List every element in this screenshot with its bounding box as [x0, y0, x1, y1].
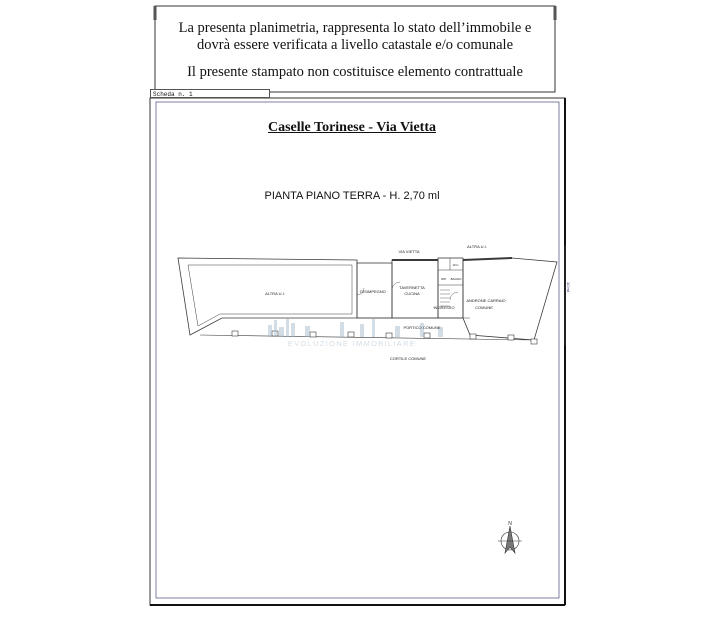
label-androne: ANDRONE CARRAIO — [466, 298, 506, 303]
notice-line-3: Il presente stampato non costituisce elemento contrattuale — [187, 64, 523, 80]
floor-title: PIANTA PIANO TERRA - H. 2,70 ml — [264, 190, 440, 202]
label-tavernetta: TAVERNETTA — [399, 285, 425, 290]
north-arrow-icon — [498, 521, 522, 553]
label-disimpegno: DISIMPEGNO — [360, 289, 386, 294]
label-altra-ui-top: ALTRA U.I. — [467, 244, 487, 249]
watermark-text: EVOLUZIONE IMMOBILIARE — [287, 339, 417, 348]
label-ingresso: INGRESSO — [433, 305, 455, 310]
scheda-box: Scheda n. 1 — [150, 89, 270, 98]
label-wc: W.C. — [452, 263, 460, 267]
north-label: N — [508, 521, 512, 527]
location-title: Caselle Torinese - Via Vietta — [268, 120, 436, 135]
stair — [440, 290, 450, 306]
label-androne-comune: COMUNE — [475, 305, 493, 310]
left-unit-outline — [178, 258, 357, 335]
watermark — [268, 318, 443, 348]
label-via-vietta: VIA VIETTA — [398, 249, 420, 254]
label-cucina: CUCINA — [404, 291, 420, 296]
label-bagno: BAGNO — [450, 277, 462, 281]
drawing-frame — [150, 98, 565, 605]
label-portico: PORTICO COMUNE — [403, 325, 441, 330]
label-cortile: CORTILE COMUNE — [389, 356, 427, 361]
label-altra-ui-left: ALTRA U.I. — [265, 291, 285, 296]
side-dimension-label: 10 mt — [566, 282, 571, 293]
notice-line-1: La presenta planimetria, rappresenta lo stato dell’immobile e — [178, 20, 532, 36]
label-rip: RIP. — [441, 277, 447, 281]
notice-line-2: dovrà essere verificata a livello catastale e/o comunale — [196, 37, 514, 53]
